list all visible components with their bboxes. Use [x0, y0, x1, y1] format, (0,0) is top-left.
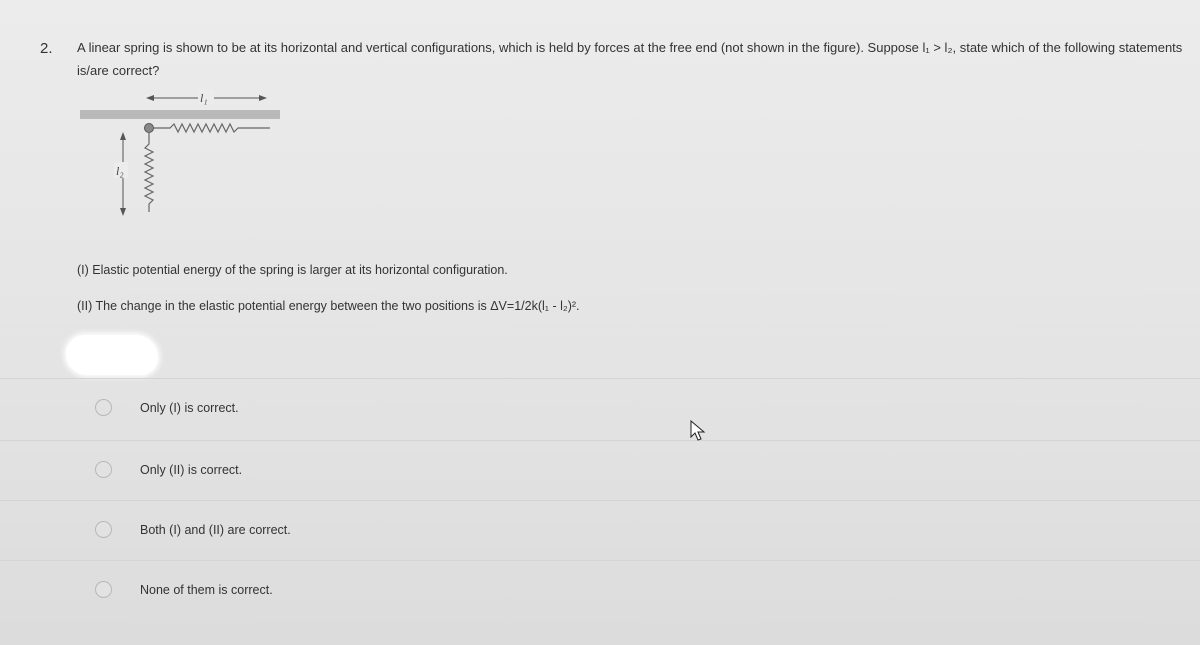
- option-2-label[interactable]: Only (II) is correct.: [140, 463, 243, 477]
- option-row-1[interactable]: [0, 378, 1200, 437]
- redaction-blob: [66, 335, 158, 375]
- statement-2: (II) The change in the elastic potential energy between the two positions is ΔV=1/2k(l₁ - l₂)².: [77, 299, 580, 313]
- option-row-2[interactable]: [0, 440, 1200, 499]
- l2-arrow-bottom-head: [120, 208, 126, 216]
- pivot-joint: [145, 124, 154, 133]
- option-3-radio[interactable]: [95, 521, 112, 538]
- option-row-3[interactable]: [0, 500, 1200, 559]
- support-bar: [80, 110, 280, 119]
- spring-diagram: [70, 82, 290, 217]
- option-3-label[interactable]: Both (I) and (II) are correct.: [140, 523, 291, 537]
- vertical-spring: [145, 132, 153, 212]
- horizontal-spring: [153, 124, 270, 132]
- option-row-4[interactable]: [0, 560, 1200, 619]
- option-2-radio[interactable]: [95, 461, 112, 478]
- l1-label: l₁: [200, 91, 208, 105]
- statement-1: (I) Elastic potential energy of the spring is larger at its horizontal configuration.: [77, 263, 508, 277]
- question-number: 2.: [40, 40, 53, 57]
- option-4-radio[interactable]: [95, 581, 112, 598]
- option-4-label[interactable]: None of them is correct.: [140, 583, 273, 597]
- l2-arrow-top-head: [120, 132, 126, 140]
- l1-arrow-right-head: [259, 95, 267, 101]
- l2-label: l₂: [116, 164, 124, 178]
- option-1-label[interactable]: Only (I) is correct.: [140, 401, 239, 415]
- question-text: A linear spring is shown to be at its horizontal and vertical configurations, which is held by forces at the free end (not shown in the figure). Suppose l₁ > l₂, state which of the following statements is/are correct?: [77, 40, 1183, 78]
- l1-arrow-left-head: [146, 95, 154, 101]
- mouse-pointer-icon: [690, 420, 706, 442]
- option-1-radio[interactable]: [95, 399, 112, 416]
